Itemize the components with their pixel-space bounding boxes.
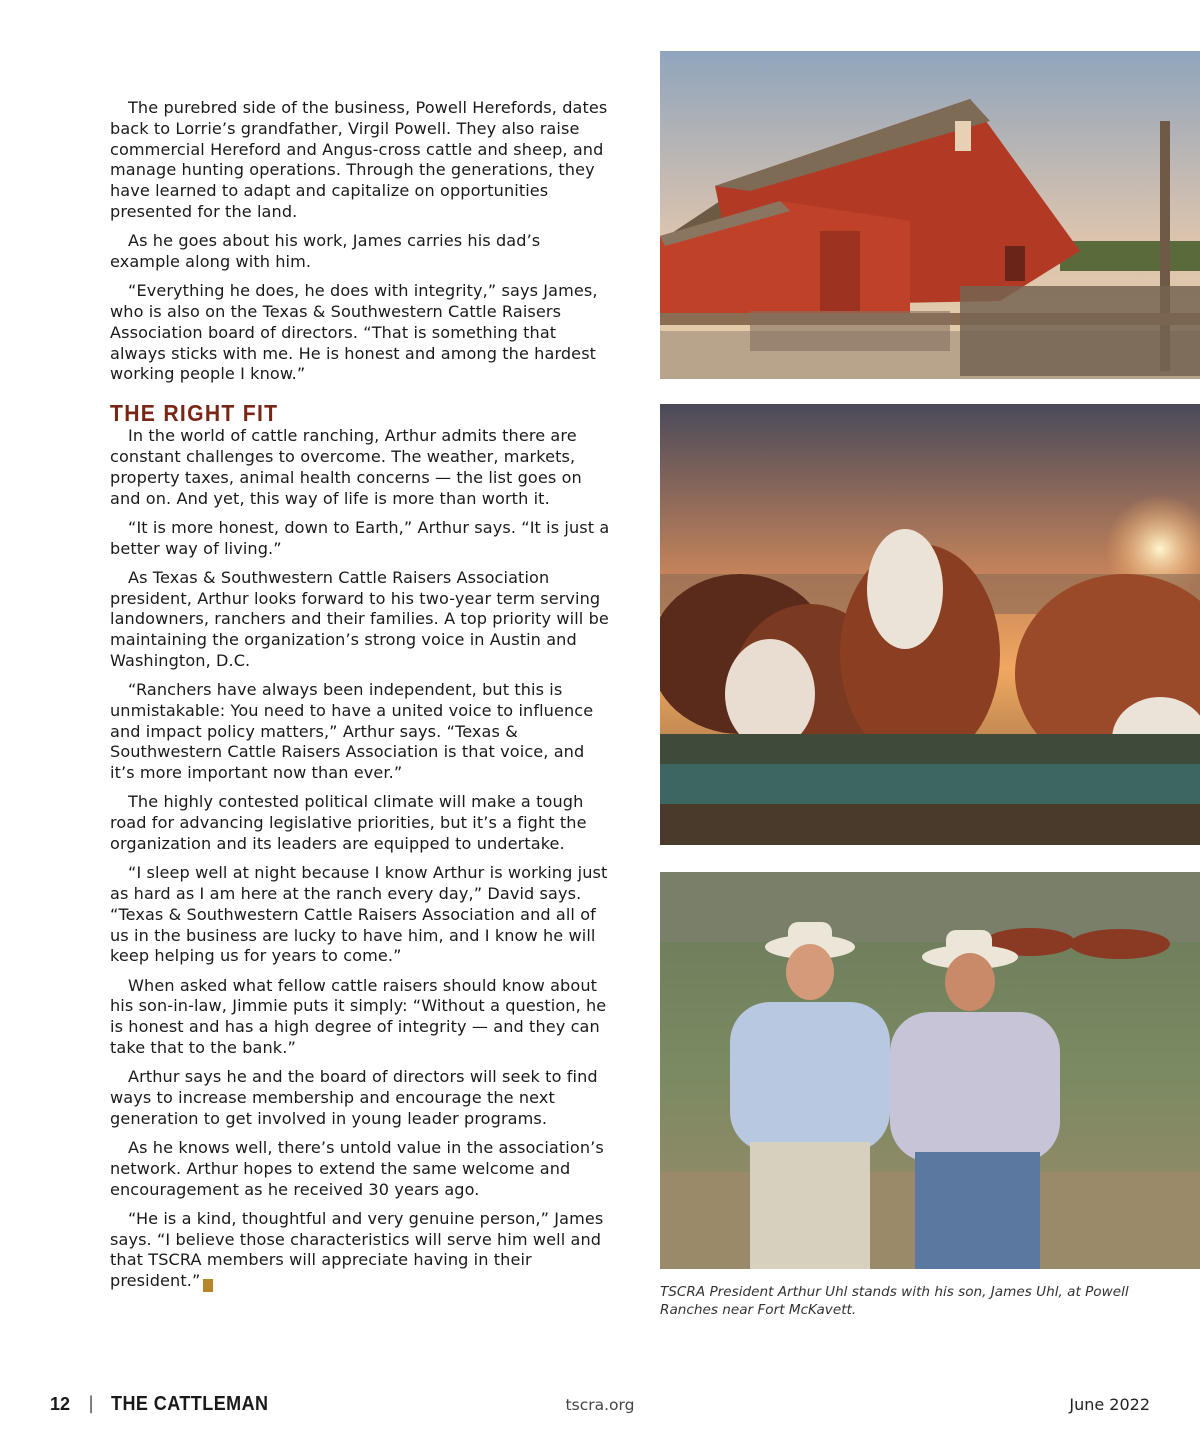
article-body-top: [110, 98, 610, 385]
portrait-photo: [660, 872, 1200, 1269]
page-number: 12: [50, 1394, 71, 1414]
section-heading: THE RIGHT FIT: [110, 400, 279, 427]
article-paragraph: In the world of cattle ranching, Arthur admits there are constant challenges to overcome. The weather, markets, property taxes, animal health concerns — the list goes on and on. And yet, this way of life is more than worth it.: [110, 426, 582, 508]
article-column: [110, 98, 610, 1301]
article-paragraph: “It is more honest, down to Earth,” Arthur says. “It is just a better way of living.”: [110, 517, 610, 558]
article-paragraph: The highly contested political climate will make a tough road for advancing legislative priorities, but it’s a fight the organization and its leaders are equipped to undertake.: [110, 792, 587, 854]
article-paragraph: “Everything he does, he does with integrity,” says James, who is also on the Texas & Southwestern Cattle Raisers Association board of directors. “That is something that always sticks with me. He is honest and among the hardest working people I know.”: [110, 281, 598, 384]
page-footer: [0, 1393, 1200, 1419]
publication-name: THE CATTLEMAN: [111, 1393, 269, 1415]
article-paragraph: “I sleep well at night because I know Arthur is working just as hard as I am here at the ranch every day,” David says. “Texas & Southwestern Cattle Raisers Association and all of us in the business are lucky to have him, and I know he will keep helping us for years to come.”: [110, 863, 608, 966]
last-paragraph-text: “He is a kind, thoughtful and very genuine person,” James says. “I believe those characteristics will serve him well and that TSCRA members will appreciate having in their president.”: [110, 1208, 604, 1291]
footer-separator: |: [88, 1393, 95, 1414]
barn-photo: [660, 51, 1200, 379]
article-paragraph-last: [110, 1209, 610, 1292]
article-paragraph: As he knows well, there’s untold value in the association’s network. Arthur hopes to extend the same welcome and encouragement as he received 30 years ago.: [110, 1137, 604, 1199]
article-paragraph: “Ranchers have always been independent, but this is unmistakable: You need to have a united voice to influence and impact policy matters,” Arthur says. “Texas & Southwestern Cattle Raisers Association is that voice, and it’s more important now than ever.”: [110, 680, 594, 783]
article-paragraph: When asked what fellow cattle raisers should know about his son-in-law, Jimmie puts it simply: “Without a question, he is honest and has a high degree of integrity — and they can take that to the bank.”: [110, 975, 607, 1057]
photo-caption: TSCRA President Arthur Uhl stands with his son, James Uhl, at Powell Ranches near Fort McKavett.: [660, 1284, 1129, 1318]
article-paragraph: The purebred side of the business, Powell Herefords, dates back to Lorrie’s grandfather, Virgil Powell. They also raise commercial Hereford and Angus-cross cattle and sheep, and manage hunting operations. Through the generations, they have learned to adapt and capitalize on opportunities presented for the land.: [110, 98, 608, 221]
article-paragraph: As Texas & Southwestern Cattle Raisers Association president, Arthur looks forward to his two-year term serving landowners, ranchers and their families. A top priority will be maintaining the organization’s strong voice in Austin and Washington, D.C.: [110, 567, 609, 670]
tscra-brand-icon: T: [203, 1279, 213, 1292]
website-link[interactable]: tscra.org: [565, 1396, 635, 1414]
article-paragraph: As he goes about his work, James carries his dad’s example along with him.: [110, 231, 541, 271]
article-body-bottom: [110, 426, 610, 1200]
article-paragraph: Arthur says he and the board of directors will seek to find ways to increase membership and encourage the next generation to get involved in young leader programs.: [110, 1067, 598, 1128]
issue-date: June 2022: [1069, 1395, 1150, 1414]
cattle-photo: [660, 404, 1200, 845]
